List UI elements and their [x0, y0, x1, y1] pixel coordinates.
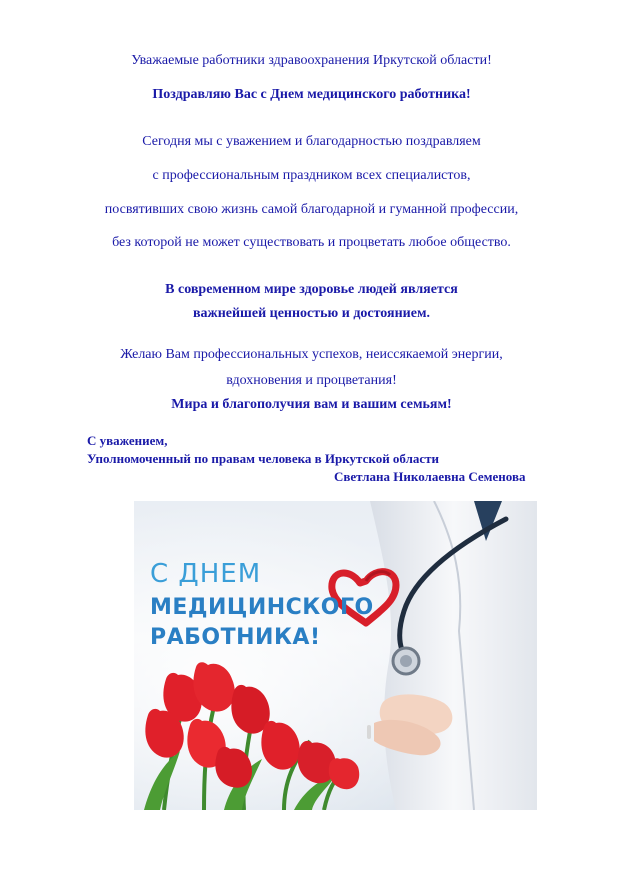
paragraph-line-4: без которой не может существовать и процветать любое общество. [112, 235, 511, 250]
paragraph-line-1: Сегодня мы с уважением и благодарностью поздравляем [142, 134, 481, 149]
wishes-line-2: вдохновения и процветания! [226, 373, 397, 388]
emphasis-line-1: В современном мире здоровье людей является [165, 282, 458, 297]
headline: Поздравляю Вас с Днем медицинского работника! [152, 87, 471, 102]
paragraph-line-3: посвятивших свою жизнь самой благодарной и гуманной профессии, [104, 202, 519, 217]
card-title-line-1: С ДНЕМ [150, 559, 262, 589]
emphasis-line-2: важнейшей ценностью и достоянием. [192, 306, 430, 321]
greeting: Уважаемые работники здравоохранения Иркутской области! [131, 53, 492, 68]
greeting-card-image [134, 501, 537, 810]
card-background-art [134, 501, 537, 810]
signature-name: Светлана Николаевна Семенова [334, 469, 526, 484]
card-title-line-2: МЕДИЦИНСКОГО [150, 595, 374, 620]
closing-wish: Мира и благополучия вам и вашим семьям! [171, 397, 452, 412]
paragraph-line-2: с профессиональным праздником всех специалистов, [152, 168, 471, 183]
signature-position: Уполномоченный по правам человека в Иркутской области [87, 451, 440, 466]
card-title-line-3: РАБОТНИКА! [150, 625, 321, 650]
wishes-line-1: Желаю Вам профессиональных успехов, неиссякаемой энергии, [120, 347, 503, 362]
signature-regards: С уважением, [87, 433, 168, 448]
